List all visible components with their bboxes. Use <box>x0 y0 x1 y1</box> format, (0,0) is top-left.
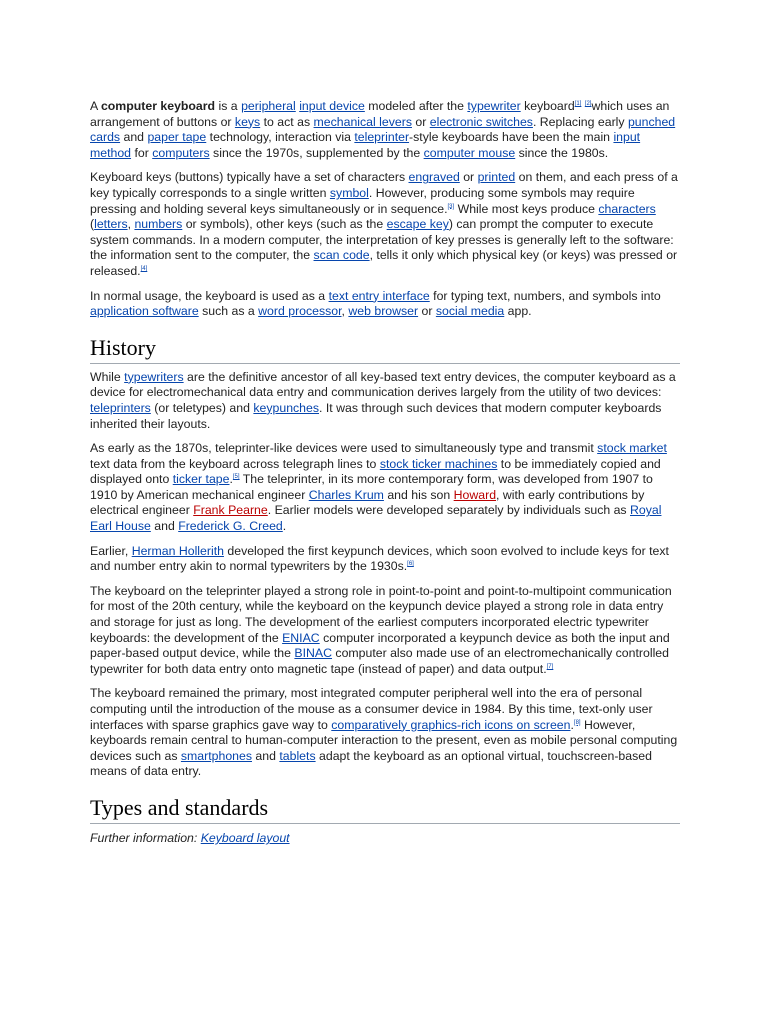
text-run: Earlier, <box>90 543 132 558</box>
citation-link[interactable]: [2] <box>584 100 592 107</box>
input-method-link[interactable]: input method <box>90 130 641 160</box>
text-run: is a <box>215 99 242 113</box>
text-run: keyboard <box>520 99 575 113</box>
citation-ref <box>407 561 414 567</box>
text-run: . <box>570 717 574 732</box>
intro-paragraph-1 <box>90 99 680 161</box>
symbol-link[interactable]: symbol <box>329 185 369 200</box>
web-browser-link[interactable]: web browser <box>348 304 419 319</box>
text-entry-interface-link[interactable]: text entry interface <box>328 288 430 303</box>
keyboard-layout-link[interactable]: Keyboard layout <box>200 830 290 845</box>
text-run: , <box>127 217 135 232</box>
text-run: , tells it only which physical key (or keys) was pressed or released. <box>90 248 678 278</box>
royal-earl-house-link[interactable]: Royal Earl House <box>90 503 662 534</box>
tablets-link[interactable]: tablets <box>279 748 316 763</box>
text-run: which uses an arrangement of buttons or <box>90 99 670 129</box>
text-run: and <box>252 748 280 763</box>
text-run: As early as the 1870s, teleprinter-like devices were used to simultaneously type and transmit <box>90 441 598 456</box>
text-run: on them, and each press of a key typically corresponds to a single written <box>90 170 678 200</box>
text-run: . It was through such devices that modern computer keyboards inherited their layouts. <box>90 400 662 431</box>
charles-krum-link[interactable]: Charles Krum <box>308 487 384 502</box>
further-information-hatnote <box>90 830 680 846</box>
text-run: ( <box>90 217 95 232</box>
text-run: The teleprinter, in its more contemporary form, was developed from 1907 to 1910 by American mechanical engineer <box>90 472 653 502</box>
text-run: While most keys produce <box>454 201 599 216</box>
computer-mouse-link[interactable]: computer mouse <box>423 145 516 160</box>
citation-link[interactable]: [1] <box>574 100 582 107</box>
characters-link[interactable]: characters <box>598 201 656 216</box>
text-run: since the 1970s, supplemented by the <box>209 145 424 160</box>
punched-cards-link[interactable]: punched cards <box>90 114 676 145</box>
citation-link[interactable]: [3] <box>447 203 455 210</box>
text-run: , with early contributions by electrical engineer <box>90 487 645 518</box>
text-run: and <box>120 130 148 145</box>
text-run: text data from the keyboard across telegraph lines to <box>90 456 380 471</box>
text-run: developed the first keypunch devices, which soon evolved to include keys for text and number entry akin to normal typewriters by the 1930s. <box>90 543 669 574</box>
text-run: for typing text, numbers, and symbols into <box>429 288 661 303</box>
text-run: In normal usage, the keyboard is used as a <box>90 288 329 303</box>
history-paragraph-1 <box>90 370 680 432</box>
mechanical-levers-link[interactable]: mechanical levers <box>313 114 412 129</box>
text-run: . <box>282 519 287 534</box>
typewriter-link[interactable]: typewriter <box>467 99 521 113</box>
peripheral-link[interactable]: peripheral <box>241 99 296 113</box>
comparatively-graphics-rich-icons-on-screen-link[interactable]: comparatively graphics-rich icons on screen <box>331 717 571 732</box>
text-run: computer incorporated a keypunch device as both the input and paper-based output device, while the <box>90 630 670 661</box>
citation-ref <box>547 664 554 670</box>
frank-pearne-link[interactable]: Frank Pearne <box>193 503 268 518</box>
citation-link[interactable]: [7] <box>546 663 554 670</box>
further-information-label: Further information: <box>90 830 201 845</box>
text-run: or <box>459 170 478 185</box>
text-run: modeled after the <box>364 99 468 113</box>
stock-ticker-machines-link[interactable]: stock ticker machines <box>379 456 498 471</box>
text-run: -style keyboards have been the main <box>409 130 614 145</box>
history-paragraph-5 <box>90 686 680 780</box>
text-run: . However, producing some symbols may require pressing and holding several keys simultaneously or in sequence. <box>90 185 635 216</box>
computers-link[interactable]: computers <box>152 145 210 160</box>
history-heading: History <box>90 334 680 364</box>
text-run: The keyboard on the teleprinter played a strong role in point-to-point and point-to-multipoint communication for most of the 20th century, while the keyboard on the keypunch device played a strong role in data entry and storage for just as long. The development of the earliest computers incorporated electric typewriter keyboards: the development of the <box>90 583 672 645</box>
text-run: The keyboard remained the primary, most integrated computer peripheral well into the era of personal computing until the introduction of the mouse as a consumer device in 1984. By this time, text-only user interfaces with sparse graphics gave way to <box>90 686 653 732</box>
text-run: However, keyboards remain central to human-computer interaction to the present, even as mobile personal computing devices such as <box>90 717 678 763</box>
text-run: since the 1980s. <box>515 145 609 160</box>
citation-ref <box>574 720 581 726</box>
history-paragraph-4 <box>90 584 680 678</box>
text-run: . Replacing early <box>532 114 628 129</box>
scan-code-link[interactable]: scan code <box>313 248 370 263</box>
typewriters-link[interactable]: typewriters <box>124 369 184 384</box>
text-run: . <box>229 472 233 487</box>
citation-link[interactable]: [4] <box>140 265 148 272</box>
history-paragraph-3 <box>90 544 680 575</box>
frederick-g-creed-link[interactable]: Frederick G. Creed <box>178 519 283 534</box>
application-software-link[interactable]: application software <box>90 304 199 319</box>
types-and-standards-heading: Types and standards <box>90 794 680 824</box>
text-run: or symbols), other keys (such as the <box>182 217 387 232</box>
eniac-link[interactable]: ENIAC <box>282 630 320 645</box>
letters-link[interactable]: letters <box>94 217 128 232</box>
text-run: and <box>150 519 179 534</box>
word-processor-link[interactable]: word processor <box>258 304 342 319</box>
text-run: to act as <box>260 114 314 129</box>
herman-hollerith-link[interactable]: Herman Hollerith <box>131 543 224 558</box>
intro-paragraph-3 <box>90 289 680 320</box>
ticker-tape-link[interactable]: ticker tape <box>172 472 230 487</box>
social-media-link[interactable]: social media <box>435 304 505 319</box>
text-run: adapt the keyboard as an optional virtual, touchscreen-based means of data entry. <box>90 748 652 779</box>
text-run: and his son <box>383 487 454 502</box>
numbers-link[interactable]: numbers <box>134 217 183 232</box>
input-device-link[interactable]: input device <box>299 99 365 113</box>
article-body <box>90 99 680 846</box>
keys-link[interactable]: keys <box>234 114 261 129</box>
teleprinter-link[interactable]: teleprinter <box>354 130 410 145</box>
stock-market-link[interactable]: stock market <box>597 441 667 456</box>
citation-ref <box>141 266 148 272</box>
text-run: to be immediately copied and displayed onto <box>90 456 661 487</box>
text-run: Keyboard keys (buttons) typically have a set of characters <box>90 170 409 185</box>
citation-link[interactable]: [8] <box>573 719 581 726</box>
text-run: app. <box>504 304 532 319</box>
escape-key-link[interactable]: escape key <box>386 217 449 232</box>
history-paragraph-2 <box>90 441 680 535</box>
electronic-switches-link[interactable]: electronic switches <box>429 114 533 129</box>
citation-ref <box>233 474 240 480</box>
text-run: technology, interaction via <box>206 130 355 145</box>
text-run: or <box>418 304 436 319</box>
howard-link[interactable]: Howard <box>453 487 497 502</box>
bold-term: computer keyboard <box>100 99 216 113</box>
citation-link[interactable]: [6] <box>407 561 414 568</box>
text-run: ) can prompt the computer to execute system commands. In a modern computer, the interpretation of key presses is generally left to the software: the information sent to the computer, the <box>90 217 674 263</box>
keypunches-link[interactable]: keypunches <box>253 400 320 415</box>
text-run: such as a <box>198 304 259 319</box>
printed-link[interactable]: printed <box>477 170 516 185</box>
engraved-link[interactable]: engraved <box>408 170 460 185</box>
text-run: , <box>341 304 349 319</box>
citation-link[interactable]: [5] <box>232 474 240 481</box>
text-run: . Earlier models were developed separately by individuals such as <box>267 503 631 518</box>
text-run: (or teletypes) and <box>150 400 254 415</box>
binac-link[interactable]: BINAC <box>294 646 332 661</box>
smartphones-link[interactable]: smartphones <box>180 748 252 763</box>
intro-paragraph-2 <box>90 170 680 279</box>
text-run: computer also made use of an electromechanically controlled typewriter for both data entry onto magnetic tape (instead of paper) and data output. <box>90 646 669 676</box>
text-run: for <box>131 145 153 160</box>
text-run: A <box>90 99 101 113</box>
text-run: or <box>411 114 430 129</box>
text-run: are the definitive ancestor of all key-based text entry devices, the computer keyboard as a device for electromechanical data entry and communication derives largely from the utility of two devices: <box>90 369 676 400</box>
text-run: While <box>90 369 125 384</box>
paper-tape-link[interactable]: paper tape <box>147 130 207 145</box>
teleprinters-link[interactable]: teleprinters <box>90 400 151 415</box>
